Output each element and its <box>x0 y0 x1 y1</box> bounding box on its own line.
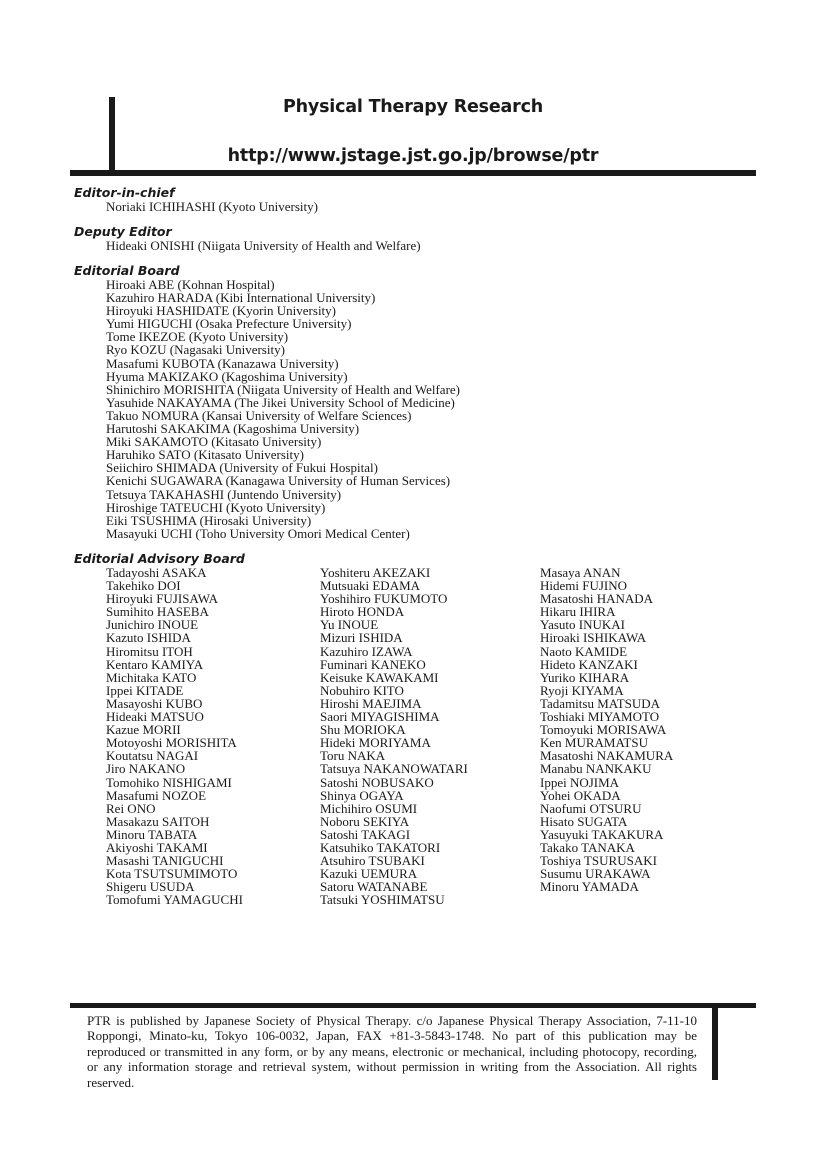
advisory-board-member: Toru NAKA <box>320 748 386 764</box>
header-horizontal-rule <box>70 170 756 176</box>
advisory-board-member: Michihiro OSUMI <box>320 800 418 816</box>
editorial-board-member: Hiroyuki HASHIDATE (Kyorin University) <box>106 303 337 319</box>
advisory-board-member: Masayoshi KUBO <box>106 695 203 711</box>
advisory-board-member: Yasuto INUKAI <box>540 617 625 633</box>
editorial-board-list <box>106 278 460 540</box>
advisory-board-member: Kazue MORII <box>106 722 181 738</box>
advisory-board-member: Masatoshi HANADA <box>540 591 654 607</box>
advisory-board-member: Susumu URAKAWA <box>540 866 651 882</box>
editorial-board-member: Tome IKEZOE (Kyoto University) <box>106 329 289 345</box>
editorial-board-member: Tetsuya TAKAHASHI (Juntendo University) <box>106 486 342 502</box>
advisory-board-member: Naoto KAMIDE <box>540 643 628 659</box>
advisory-board-member: Hideki MORIYAMA <box>320 735 431 751</box>
advisory-board-member: Sumihito HASEBA <box>106 604 209 620</box>
advisory-board-member: Hisato SUGATA <box>540 813 628 829</box>
advisory-board-member: Yasuyuki TAKAKURA <box>540 826 664 842</box>
advisory-board-member: Hideto KANZAKI <box>540 656 638 672</box>
advisory-board-member: Masaya ANAN <box>540 565 621 580</box>
editorial-board-member: Kazuhiro HARADA (Kibi International University) <box>106 290 376 306</box>
advisory-board-member: Ippei NOJIMA <box>540 774 620 790</box>
advisory-board-member: Motoyoshi MORISHITA <box>106 735 237 751</box>
advisory-board-member: Ippei KITADE <box>106 682 184 698</box>
advisory-board-member: Kazuto ISHIDA <box>106 630 191 646</box>
advisory-board-member: Michitaka KATO <box>106 669 197 685</box>
advisory-board-member: Masatoshi NAKAMURA <box>540 748 674 764</box>
advisory-board-heading: Editorial Advisory Board <box>74 551 245 566</box>
advisory-board-member: Akiyoshi TAKAMI <box>106 839 208 855</box>
advisory-board-member: Masafumi NOZOE <box>106 787 207 803</box>
advisory-board-member: Takehiko DOI <box>106 578 181 594</box>
advisory-board-member: Tomoyuki MORISAWA <box>540 722 667 738</box>
advisory-board-member: Tatsuya NAKANOWATARI <box>320 761 468 777</box>
advisory-board-member: Rei ONO <box>106 800 156 816</box>
advisory-board-member: Kota TSUTSUMIMOTO <box>106 866 238 882</box>
advisory-board-member: Manabu NANKAKU <box>540 761 652 777</box>
advisory-board-member: Yuriko KIHARA <box>540 669 630 685</box>
advisory-board-member: Yu INOUE <box>320 617 379 633</box>
editor-in-chief-heading: Editor-in-chief <box>74 185 175 200</box>
editorial-board-member: Hiroaki ABE (Kohnan Hospital) <box>106 277 275 292</box>
advisory-board-member: Masakazu SAITOH <box>106 813 210 829</box>
advisory-board-member: Kazuki UEMURA <box>320 866 418 882</box>
advisory-board-member: Tomohiko NISHIGAMI <box>106 774 232 790</box>
advisory-board-member: Koutatsu NAGAI <box>106 748 199 764</box>
advisory-board-member: Hidemi FUJINO <box>540 578 628 594</box>
advisory-board-member: Saori MIYAGISHIMA <box>320 709 440 725</box>
advisory-board-member: Hiroyuki FUJISAWA <box>106 591 218 607</box>
deputy-editor-name: Hideaki ONISHI (Niigata University of Health and Welfare) <box>106 238 421 253</box>
advisory-board-member: Hiroshi MAEJIMA <box>320 695 422 711</box>
editorial-board-member: Masayuki UCHI (Toho University Omori Medical Center) <box>106 525 410 541</box>
deputy-editor-heading: Deputy Editor <box>74 224 172 239</box>
publisher-notice: PTR is published by Japanese Society of Physical Therapy. c/o Japanese Physical Therapy Association, 7-11-10 Roppongi, Minato-ku, Tokyo 106-0032, Japan, FAX +81-3-5843-1748. No part of this publication may be reproduced or transmitted in any form, or by any means, electronic or mechanical, including photocopy, recording, or any information storage and retrieval system, without permission in writing from the Association. All rights reserved. <box>87 1013 697 1090</box>
advisory-board-member: Naofumi OTSURU <box>540 800 642 816</box>
editorial-board-member: Seiichiro SHIMADA (University of Fukui Hospital) <box>106 460 378 476</box>
advisory-board-member: Tomofumi YAMAGUCHI <box>106 892 243 908</box>
advisory-board-member: Satoru WATANABE <box>320 879 428 895</box>
editorial-board-member: Hyuma MAKIZAKO (Kagoshima University) <box>106 368 348 384</box>
advisory-board-member: Tatsuki YOSHIMATSU <box>320 892 445 908</box>
advisory-board-column-3 <box>540 566 673 893</box>
advisory-board-member: Jiro NAKANO <box>106 761 186 777</box>
advisory-board-member: Hiroaki ISHIKAWA <box>540 630 647 646</box>
journal-title: Physical Therapy Research <box>282 97 543 117</box>
advisory-board-member: Ken MURAMATSU <box>540 735 648 751</box>
advisory-board-member: Keisuke KAWAKAMI <box>320 669 439 685</box>
editorial-board-member: Yasuhide NAKAYAMA (The Jikei University School of Medicine) <box>106 394 455 410</box>
advisory-board-member: Takako TANAKA <box>540 839 635 855</box>
advisory-board-member: Hiromitsu ITOH <box>106 643 193 659</box>
editorial-board-member: Shinichiro MORISHITA (Niigata University of Health and Welfare) <box>106 381 461 397</box>
advisory-board-member: Satoshi TAKAGI <box>320 826 411 842</box>
advisory-board-member: Atsuhiro TSUBAKI <box>320 853 425 869</box>
advisory-board-member: Shigeru USUDA <box>106 879 195 895</box>
footer-horizontal-rule <box>70 1003 756 1008</box>
editorial-board-member: Kenichi SUGAWARA (Kanagawa University of Human Services) <box>106 473 451 489</box>
advisory-board-member: Tadayoshi ASAKA <box>106 565 207 580</box>
advisory-board-member: Mizuri ISHIDA <box>320 630 403 646</box>
editorial-board-member: Eiki TSUSHIMA (Hirosaki University) <box>106 512 312 528</box>
advisory-board-member: Katsuhiko TAKATORI <box>320 839 441 855</box>
editor-in-chief-name: Noriaki ICHIHASHI (Kyoto University) <box>106 199 318 214</box>
advisory-board-member: Fuminari KANEKO <box>320 656 426 672</box>
deputy-editor-list <box>106 239 421 252</box>
advisory-board-member: Yoshiteru AKEZAKI <box>320 565 431 580</box>
advisory-board-member: Kentaro KAMIYA <box>106 656 204 672</box>
advisory-board-member: Noboru SEKIYA <box>320 813 410 829</box>
editorial-board-member: Yumi HIGUCHI (Osaka Prefecture University) <box>106 316 352 332</box>
advisory-board-member: Yoshihiro FUKUMOTO <box>320 591 448 607</box>
advisory-board-member: Shinya OGAYA <box>320 787 404 803</box>
advisory-board-member: Hiroto HONDA <box>320 604 405 620</box>
advisory-board-column-2 <box>320 566 468 906</box>
advisory-board-member: Kazuhiro IZAWA <box>320 643 413 659</box>
editorial-board-member: Miki SAKAMOTO (Kitasato University) <box>106 434 322 450</box>
advisory-board-member: Mutsuaki EDAMA <box>320 578 421 594</box>
advisory-board-member: Toshiaki MIYAMOTO <box>540 709 660 725</box>
editorial-board-member: Harutoshi SAKAKIMA (Kagoshima University) <box>106 421 360 437</box>
journal-url[interactable]: http://www.jstage.jst.go.jp/browse/ptr <box>227 146 599 166</box>
advisory-board-member: Shu MORIOKA <box>320 722 406 738</box>
editorial-board-member: Takuo NOMURA (Kansai University of Welfare Sciences) <box>106 407 412 423</box>
editorial-board-heading: Editorial Board <box>74 263 180 278</box>
advisory-board-member: Yohei OKADA <box>540 787 621 803</box>
advisory-board-member: Tadamitsu MATSUDA <box>540 695 661 711</box>
advisory-board-member: Nobuhiro KITO <box>320 682 404 698</box>
advisory-board-member: Toshiya TSURUSAKI <box>540 853 657 869</box>
advisory-board-member: Ryoji KIYAMA <box>540 682 624 698</box>
editorial-board-member: Hiroshige TATEUCHI (Kyoto University) <box>106 499 326 515</box>
editorial-board-member: Haruhiko SATO (Kitasato University) <box>106 447 304 463</box>
footer-vertical-rule <box>712 1003 718 1080</box>
editorial-board-member: Masafumi KUBOTA (Kanazawa University) <box>106 355 339 371</box>
advisory-board-member: Hideaki MATSUO <box>106 709 204 725</box>
advisory-board-member: Satoshi NOBUSAKO <box>320 774 434 790</box>
editor-in-chief-list <box>106 200 318 213</box>
advisory-board-member: Junichiro INOUE <box>106 617 199 633</box>
editorial-board-member: Ryo KOZU (Nagasaki University) <box>106 342 285 358</box>
advisory-board-member: Hikaru IHIRA <box>540 604 616 620</box>
advisory-board-member: Minoru YAMADA <box>540 879 639 895</box>
advisory-board-column-1 <box>106 566 243 906</box>
advisory-board-member: Masashi TANIGUCHI <box>106 853 224 869</box>
advisory-board-member: Minoru TABATA <box>106 826 198 842</box>
